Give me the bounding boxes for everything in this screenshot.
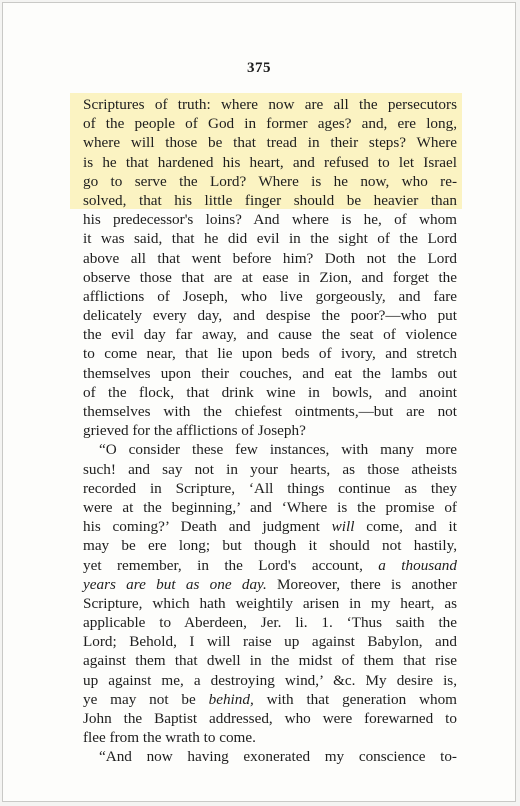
- text-line: delicately every day, and despise the poor?—who put: [83, 307, 457, 325]
- text-line: grieved for the afflictions of Joseph?: [83, 422, 306, 440]
- text-line: up against me, a destroying wind,’ &c. My desire is,: [83, 671, 457, 689]
- text-line: such! and say not in your hearts, as those atheists: [83, 460, 457, 478]
- text-span: come, and it: [354, 518, 457, 536]
- text-line: “O consider these few instances, with many more: [99, 441, 457, 459]
- text-line: “And now having exonerated my conscience to-: [99, 748, 457, 766]
- text-span: Moreover, there is another: [266, 575, 457, 593]
- italic-text: behind,: [208, 690, 254, 708]
- text-line: observe those that are at ease in Zion, and forget the: [83, 268, 457, 286]
- text-line: the evil day far away, and cause the seat of violence: [83, 326, 457, 344]
- text-line: were at the beginning,’ and ‘Where is the promise of: [83, 498, 457, 516]
- highlighted-line: solved, that his little finger should be heavier than: [83, 191, 457, 209]
- text-line: it was said, that he did evil in the sight of the Lord: [83, 230, 457, 248]
- text-line: recorded in Scripture, ‘All things continue as they: [83, 479, 457, 497]
- highlighted-line: where will those be that tread in their steps? Where: [83, 134, 457, 152]
- text-line: applicable to Aberdeen, Jer. li. 1. ‘Thus saith the: [83, 614, 457, 632]
- text-line: of the flock, that drink wine in bowls, and anoint: [83, 383, 457, 401]
- text-line: [83, 690, 457, 709]
- text-line: [83, 517, 457, 536]
- text-line: flee from the wrath to come.: [83, 729, 256, 747]
- text-span: yet remember, in the Lord's account,: [83, 556, 379, 574]
- text-line: [83, 556, 457, 575]
- body-text: [83, 95, 457, 767]
- text-span: his coming?’ Death and judgment: [83, 518, 332, 536]
- text-line: against them that dwell in the midst of them that rise: [83, 652, 457, 670]
- highlighted-line: of the people of God in former ages? and, ere long,: [83, 115, 457, 133]
- text-span: with that generation whom: [253, 690, 457, 708]
- italic-text: years are but as one day.: [83, 575, 267, 593]
- text-line: Scripture, which hath weightily arisen in my heart, as: [83, 594, 457, 612]
- text-line: Lord; Behold, I will raise up against Babylon, and: [83, 633, 457, 651]
- highlighted-line: Scriptures of truth: where now are all the persecutors: [83, 96, 457, 113]
- text-line: [83, 575, 457, 594]
- text-line: may be ere long; but though it should not hastily,: [83, 537, 457, 555]
- page-number: 375: [247, 60, 271, 76]
- text-line: themselves upon their couches, and eat the lambs out: [83, 364, 457, 382]
- italic-text: a thousand: [378, 556, 457, 574]
- text-line: to come near, that lie upon beds of ivory, and stretch: [83, 345, 457, 363]
- text-line: John the Baptist addressed, who were forewarned to: [83, 710, 457, 727]
- text-line: themselves with the chiefest ointments,—but are not: [83, 403, 457, 420]
- text-line: afflictions of Joseph, who live gorgeously, and fare: [83, 287, 457, 305]
- italic-text: will: [331, 518, 355, 536]
- highlighted-line: go to serve the Lord? Where is he now, who re-: [83, 172, 457, 190]
- text-line: his predecessor's loins? And where is he, of whom: [83, 211, 457, 229]
- text-span: ye may not be: [83, 690, 209, 708]
- text-line: above all that went before him? Doth not the Lord: [83, 249, 457, 267]
- book-page: [2, 2, 516, 802]
- highlighted-line: is he that hardened his heart, and refused to let Israel: [83, 153, 457, 171]
